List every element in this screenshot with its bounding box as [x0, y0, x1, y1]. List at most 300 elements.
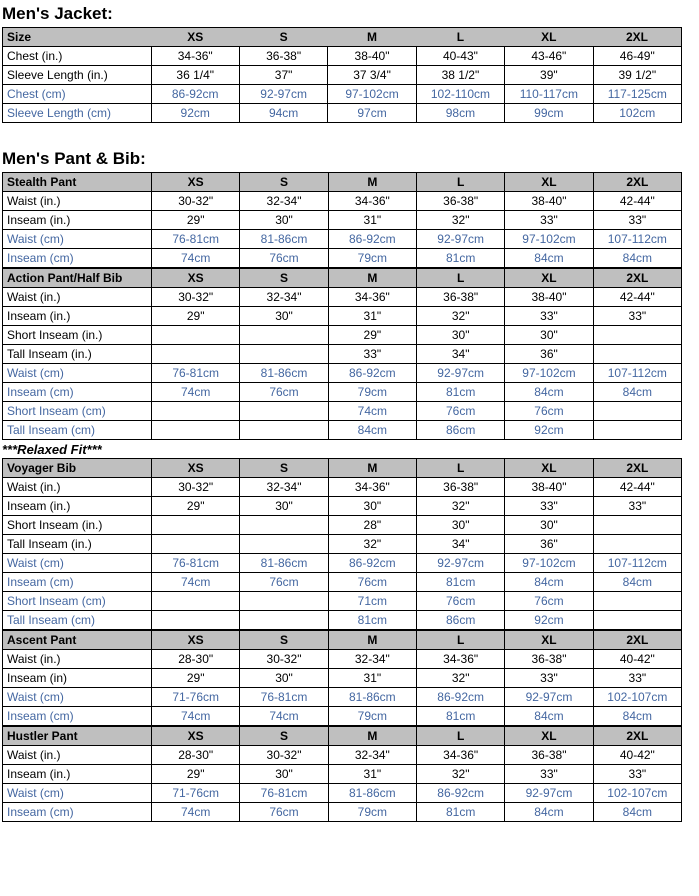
size-value-cell: 30-32" — [240, 746, 328, 765]
row-label: Inseam (in.) — [3, 211, 152, 230]
size-value-cell: 30" — [240, 211, 328, 230]
size-value-cell: 84cm — [328, 421, 416, 440]
row-label: Chest (in.) — [3, 47, 152, 66]
size-value-cell: 97-102cm — [505, 230, 593, 249]
size-value-cell: 34-36" — [328, 288, 416, 307]
size-value-cell: 30" — [416, 516, 504, 535]
size-value-cell: 76-81cm — [152, 364, 240, 383]
size-column-header: 2XL — [593, 173, 681, 192]
size-value-cell: 29" — [152, 497, 240, 516]
size-value-cell: 71-76cm — [152, 784, 240, 803]
size-value-cell: 32" — [328, 535, 416, 554]
size-value-cell: 76-81cm — [240, 688, 328, 707]
table-voyager-bib — [2, 458, 682, 630]
size-value-cell: 32" — [416, 211, 504, 230]
size-value-cell: 33" — [505, 211, 593, 230]
size-value-cell: 86-92cm — [328, 364, 416, 383]
size-value-cell: 36-38" — [416, 192, 504, 211]
size-value-cell: 38-40" — [505, 288, 593, 307]
size-value-cell: 71-76cm — [152, 688, 240, 707]
size-value-cell: 76-81cm — [152, 554, 240, 573]
size-value-cell: 74cm — [240, 707, 328, 726]
size-value-cell: 38-40" — [505, 478, 593, 497]
table-row — [3, 516, 682, 535]
size-column-header: XS — [152, 173, 240, 192]
size-column-header: S — [240, 269, 328, 288]
size-value-cell: 71cm — [328, 592, 416, 611]
table-row — [3, 66, 682, 85]
size-value-cell: 36" — [505, 535, 593, 554]
table-title-cell: Stealth Pant — [3, 173, 152, 192]
row-label: Sleeve Length (in.) — [3, 66, 152, 85]
size-value-cell: 38-40" — [505, 192, 593, 211]
size-value-cell: 32" — [416, 669, 504, 688]
size-value-cell: 74cm — [328, 402, 416, 421]
size-value-cell: 28-30" — [152, 746, 240, 765]
size-value-cell: 81-86cm — [240, 364, 328, 383]
size-value-cell: 32" — [416, 307, 504, 326]
size-value-cell: 32-34" — [328, 650, 416, 669]
size-value-cell: 107-112cm — [593, 554, 681, 573]
row-label: Tall Inseam (cm) — [3, 421, 152, 440]
size-value-cell: 92cm — [151, 104, 239, 123]
size-value-cell: 84cm — [505, 383, 593, 402]
size-column-header: S — [240, 727, 328, 746]
header-row — [3, 269, 682, 288]
section-title-mens-pant-bib: Men's Pant & Bib: — [2, 149, 146, 168]
row-label: Waist (cm) — [3, 688, 152, 707]
section-title-mens-jacket: Men's Jacket: — [2, 4, 113, 23]
size-value-cell: 34" — [416, 345, 504, 364]
row-label: Tall Inseam (in.) — [3, 535, 152, 554]
table-title-cell: Size — [3, 28, 152, 47]
size-value-cell: 79cm — [328, 249, 416, 268]
size-column-header: M — [328, 173, 416, 192]
size-value-cell: 86-92cm — [151, 85, 239, 104]
size-value-cell: 86-92cm — [416, 784, 504, 803]
table-row — [3, 650, 682, 669]
size-value-cell: 39 1/2" — [593, 66, 681, 85]
table-hustler-pant — [2, 726, 682, 822]
size-value-cell: 30" — [505, 516, 593, 535]
size-value-cell: 36-38" — [416, 288, 504, 307]
size-value-cell: 94cm — [239, 104, 327, 123]
size-value-cell: 81-86cm — [328, 688, 416, 707]
table-row — [3, 535, 682, 554]
size-column-header: M — [328, 727, 416, 746]
size-value-cell: 33" — [505, 669, 593, 688]
size-value-cell: 92-97cm — [239, 85, 327, 104]
size-value-cell: 31" — [328, 307, 416, 326]
table-row — [3, 573, 682, 592]
table-row — [3, 402, 682, 421]
size-value-cell: 86cm — [416, 421, 504, 440]
size-value-cell: 31" — [328, 765, 416, 784]
size-column-header: M — [328, 631, 416, 650]
size-value-cell: 30" — [328, 497, 416, 516]
size-column-header: XS — [152, 459, 240, 478]
table-title-cell: Hustler Pant — [3, 727, 152, 746]
size-value-cell: 32-34" — [328, 746, 416, 765]
size-value-cell: 76-81cm — [152, 230, 240, 249]
size-value-cell: 38-40" — [328, 47, 416, 66]
size-value-cell: 97-102cm — [328, 85, 416, 104]
size-value-cell: 92-97cm — [505, 784, 593, 803]
size-value-cell: 40-42" — [593, 650, 681, 669]
row-label: Inseam (cm) — [3, 249, 152, 268]
size-value-cell: 86-92cm — [328, 554, 416, 573]
size-value-cell: 97cm — [328, 104, 416, 123]
row-label: Tall Inseam (in.) — [3, 345, 152, 364]
size-value-cell: 36" — [505, 345, 593, 364]
size-value-cell — [240, 421, 328, 440]
size-value-cell: 33" — [505, 497, 593, 516]
size-value-cell: 30-32" — [152, 478, 240, 497]
size-value-cell: 33" — [593, 497, 681, 516]
table-row — [3, 803, 682, 822]
table-row — [3, 478, 682, 497]
table-title-cell: Ascent Pant — [3, 631, 152, 650]
size-value-cell: 81cm — [416, 803, 504, 822]
size-value-cell — [152, 421, 240, 440]
size-value-cell — [240, 516, 328, 535]
size-value-cell: 117-125cm — [593, 85, 681, 104]
table-title-cell: Action Pant/Half Bib — [3, 269, 152, 288]
size-column-header: XS — [152, 269, 240, 288]
size-value-cell: 84cm — [505, 249, 593, 268]
size-column-header: XL — [505, 727, 593, 746]
size-value-cell: 81cm — [328, 611, 416, 630]
row-label: Waist (in.) — [3, 192, 152, 211]
size-value-cell — [593, 421, 681, 440]
size-value-cell — [593, 592, 681, 611]
size-value-cell: 110-117cm — [505, 85, 593, 104]
row-label: Short Inseam (cm) — [3, 402, 152, 421]
size-value-cell: 74cm — [152, 573, 240, 592]
size-value-cell: 97-102cm — [505, 554, 593, 573]
size-value-cell: 33" — [593, 307, 681, 326]
table-row — [3, 47, 682, 66]
size-value-cell: 36-38" — [416, 478, 504, 497]
size-column-header: XL — [505, 28, 593, 47]
size-value-cell: 34-36" — [416, 650, 504, 669]
size-value-cell — [240, 402, 328, 421]
size-value-cell: 76cm — [240, 249, 328, 268]
size-column-header: 2XL — [593, 459, 681, 478]
size-value-cell: 79cm — [328, 707, 416, 726]
header-row — [3, 727, 682, 746]
size-column-header: XS — [151, 28, 239, 47]
size-value-cell: 76cm — [328, 573, 416, 592]
size-column-header: XS — [152, 727, 240, 746]
table-row — [3, 249, 682, 268]
size-value-cell — [593, 345, 681, 364]
size-column-header: M — [328, 459, 416, 478]
size-value-cell: 34" — [416, 535, 504, 554]
row-label: Short Inseam (in.) — [3, 326, 152, 345]
size-value-cell: 76cm — [416, 402, 504, 421]
size-value-cell: 84cm — [593, 803, 681, 822]
header-row — [3, 631, 682, 650]
size-value-cell: 92-97cm — [416, 554, 504, 573]
size-value-cell: 37" — [239, 66, 327, 85]
size-value-cell — [593, 611, 681, 630]
size-column-header: 2XL — [593, 28, 681, 47]
size-value-cell: 81cm — [416, 707, 504, 726]
size-value-cell: 32-34" — [240, 478, 328, 497]
size-value-cell — [152, 516, 240, 535]
size-value-cell: 34-36" — [151, 47, 239, 66]
row-label: Waist (cm) — [3, 784, 152, 803]
size-value-cell: 28" — [328, 516, 416, 535]
size-value-cell: 31" — [328, 669, 416, 688]
size-value-cell: 42-44" — [593, 288, 681, 307]
size-value-cell — [152, 535, 240, 554]
table-row — [3, 326, 682, 345]
row-label: Inseam (in.) — [3, 765, 152, 784]
row-label: Waist (in.) — [3, 288, 152, 307]
table-action-pant-half-bib — [2, 268, 682, 440]
size-column-header: L — [416, 173, 504, 192]
row-label: Inseam (cm) — [3, 383, 152, 402]
size-value-cell — [152, 326, 240, 345]
table-mens-jacket — [2, 27, 682, 123]
size-value-cell: 31" — [328, 211, 416, 230]
size-value-cell: 107-112cm — [593, 364, 681, 383]
size-value-cell: 30" — [240, 669, 328, 688]
size-value-cell: 32-34" — [240, 192, 328, 211]
size-column-header: S — [239, 28, 327, 47]
table-row — [3, 104, 682, 123]
size-value-cell: 30" — [416, 326, 504, 345]
row-label: Inseam (in.) — [3, 307, 152, 326]
size-value-cell: 38 1/2" — [416, 66, 504, 85]
size-value-cell — [152, 611, 240, 630]
size-value-cell: 29" — [152, 211, 240, 230]
table-ascent-pant — [2, 630, 682, 726]
table-row — [3, 611, 682, 630]
row-label: Waist (cm) — [3, 364, 152, 383]
size-value-cell: 33" — [593, 765, 681, 784]
row-label: Inseam (cm) — [3, 803, 152, 822]
size-value-cell — [152, 402, 240, 421]
row-label: Sleeve Length (cm) — [3, 104, 152, 123]
table-row — [3, 421, 682, 440]
row-label: Short Inseam (cm) — [3, 592, 152, 611]
size-value-cell: 79cm — [328, 383, 416, 402]
header-row — [3, 28, 682, 47]
size-column-header: S — [240, 631, 328, 650]
size-column-header: L — [416, 459, 504, 478]
size-value-cell: 81-86cm — [240, 554, 328, 573]
table-row — [3, 746, 682, 765]
size-value-cell — [593, 402, 681, 421]
size-value-cell: 33" — [593, 211, 681, 230]
size-value-cell: 76cm — [505, 402, 593, 421]
size-value-cell: 46-49" — [593, 47, 681, 66]
size-column-header: L — [416, 727, 504, 746]
row-label: Inseam (cm) — [3, 573, 152, 592]
size-value-cell: 30-32" — [152, 288, 240, 307]
size-value-cell: 86-92cm — [416, 688, 504, 707]
size-column-header: L — [416, 631, 504, 650]
size-value-cell — [593, 326, 681, 345]
size-value-cell: 76-81cm — [240, 784, 328, 803]
row-label: Short Inseam (in.) — [3, 516, 152, 535]
table-row — [3, 307, 682, 326]
size-value-cell: 32" — [416, 497, 504, 516]
size-value-cell: 84cm — [505, 707, 593, 726]
size-value-cell: 36 1/4" — [151, 66, 239, 85]
table-row — [3, 784, 682, 803]
size-value-cell: 33" — [505, 307, 593, 326]
size-column-header: XL — [505, 269, 593, 288]
size-column-header: L — [416, 269, 504, 288]
size-value-cell: 97-102cm — [505, 364, 593, 383]
size-value-cell — [240, 592, 328, 611]
size-value-cell: 30-32" — [152, 192, 240, 211]
size-value-cell: 102cm — [593, 104, 681, 123]
row-label: Inseam (in) — [3, 669, 152, 688]
size-value-cell: 74cm — [152, 249, 240, 268]
size-value-cell — [152, 345, 240, 364]
row-label: Waist (in.) — [3, 478, 152, 497]
table-row — [3, 688, 682, 707]
size-value-cell — [593, 535, 681, 554]
size-value-cell: 29" — [152, 765, 240, 784]
table-row — [3, 497, 682, 516]
size-column-header: M — [328, 269, 416, 288]
size-value-cell: 36-38" — [505, 650, 593, 669]
size-value-cell: 34-36" — [328, 192, 416, 211]
size-value-cell: 102-107cm — [593, 688, 681, 707]
size-value-cell: 74cm — [152, 383, 240, 402]
size-column-header: 2XL — [593, 631, 681, 650]
size-column-header: XL — [505, 631, 593, 650]
row-label: Waist (cm) — [3, 554, 152, 573]
row-label: Waist (in.) — [3, 746, 152, 765]
size-value-cell: 84cm — [593, 249, 681, 268]
size-value-cell: 30" — [505, 326, 593, 345]
size-value-cell: 36-38" — [505, 746, 593, 765]
size-value-cell: 33" — [328, 345, 416, 364]
size-value-cell: 76cm — [240, 383, 328, 402]
row-label: Tall Inseam (cm) — [3, 611, 152, 630]
size-column-header: S — [240, 173, 328, 192]
size-value-cell: 29" — [328, 326, 416, 345]
size-value-cell: 81cm — [416, 573, 504, 592]
table-row — [3, 707, 682, 726]
size-value-cell: 28-30" — [152, 650, 240, 669]
table-row — [3, 192, 682, 211]
size-column-header: L — [416, 28, 504, 47]
size-value-cell: 86cm — [416, 611, 504, 630]
row-label: Waist (cm) — [3, 230, 152, 249]
size-value-cell: 92-97cm — [505, 688, 593, 707]
row-label: Inseam (cm) — [3, 707, 152, 726]
size-value-cell: 40-42" — [593, 746, 681, 765]
table-row — [3, 230, 682, 249]
size-value-cell — [152, 592, 240, 611]
size-value-cell — [240, 611, 328, 630]
relaxed-fit-note: ***Relaxed Fit*** — [2, 442, 102, 457]
size-value-cell: 32" — [416, 765, 504, 784]
size-value-cell: 34-36" — [416, 746, 504, 765]
size-value-cell: 84cm — [593, 707, 681, 726]
size-value-cell: 76cm — [505, 592, 593, 611]
size-value-cell: 92cm — [505, 421, 593, 440]
table-row — [3, 765, 682, 784]
size-value-cell: 92-97cm — [416, 230, 504, 249]
table-row — [3, 288, 682, 307]
size-column-header: S — [240, 459, 328, 478]
row-label: Waist (in.) — [3, 650, 152, 669]
size-column-header: M — [328, 28, 416, 47]
size-value-cell — [240, 326, 328, 345]
table-row — [3, 669, 682, 688]
size-value-cell: 102-107cm — [593, 784, 681, 803]
size-value-cell: 30" — [240, 765, 328, 784]
table-stealth-pant — [2, 172, 682, 268]
size-value-cell: 30" — [240, 307, 328, 326]
size-value-cell: 99cm — [505, 104, 593, 123]
size-value-cell: 81cm — [416, 249, 504, 268]
size-value-cell: 84cm — [505, 803, 593, 822]
size-value-cell: 30-32" — [240, 650, 328, 669]
size-value-cell: 74cm — [152, 707, 240, 726]
size-value-cell: 43-46" — [505, 47, 593, 66]
row-label: Chest (cm) — [3, 85, 152, 104]
size-value-cell: 76cm — [240, 803, 328, 822]
size-column-header: XL — [505, 173, 593, 192]
size-value-cell: 84cm — [593, 573, 681, 592]
size-value-cell: 33" — [505, 765, 593, 784]
size-value-cell: 37 3/4" — [328, 66, 416, 85]
size-value-cell: 29" — [152, 307, 240, 326]
table-title-cell: Voyager Bib — [3, 459, 152, 478]
size-value-cell: 29" — [152, 669, 240, 688]
size-value-cell: 98cm — [416, 104, 504, 123]
size-value-cell: 42-44" — [593, 478, 681, 497]
size-value-cell: 42-44" — [593, 192, 681, 211]
size-column-header: XL — [505, 459, 593, 478]
size-value-cell: 92-97cm — [416, 364, 504, 383]
size-value-cell — [240, 345, 328, 364]
table-row — [3, 345, 682, 364]
header-row — [3, 459, 682, 478]
row-label: Inseam (in.) — [3, 497, 152, 516]
size-value-cell — [593, 516, 681, 535]
size-value-cell: 81-86cm — [240, 230, 328, 249]
table-row — [3, 383, 682, 402]
size-value-cell: 74cm — [152, 803, 240, 822]
table-row — [3, 85, 682, 104]
size-column-header: 2XL — [593, 727, 681, 746]
size-value-cell: 30" — [240, 497, 328, 516]
size-value-cell: 36-38" — [239, 47, 327, 66]
size-value-cell: 84cm — [505, 573, 593, 592]
size-value-cell: 32-34" — [240, 288, 328, 307]
size-column-header: 2XL — [593, 269, 681, 288]
table-row — [3, 211, 682, 230]
size-value-cell: 86-92cm — [328, 230, 416, 249]
size-value-cell: 102-110cm — [416, 85, 504, 104]
size-value-cell: 107-112cm — [593, 230, 681, 249]
size-value-cell: 81-86cm — [328, 784, 416, 803]
size-value-cell: 84cm — [593, 383, 681, 402]
size-value-cell: 92cm — [505, 611, 593, 630]
size-value-cell: 39" — [505, 66, 593, 85]
